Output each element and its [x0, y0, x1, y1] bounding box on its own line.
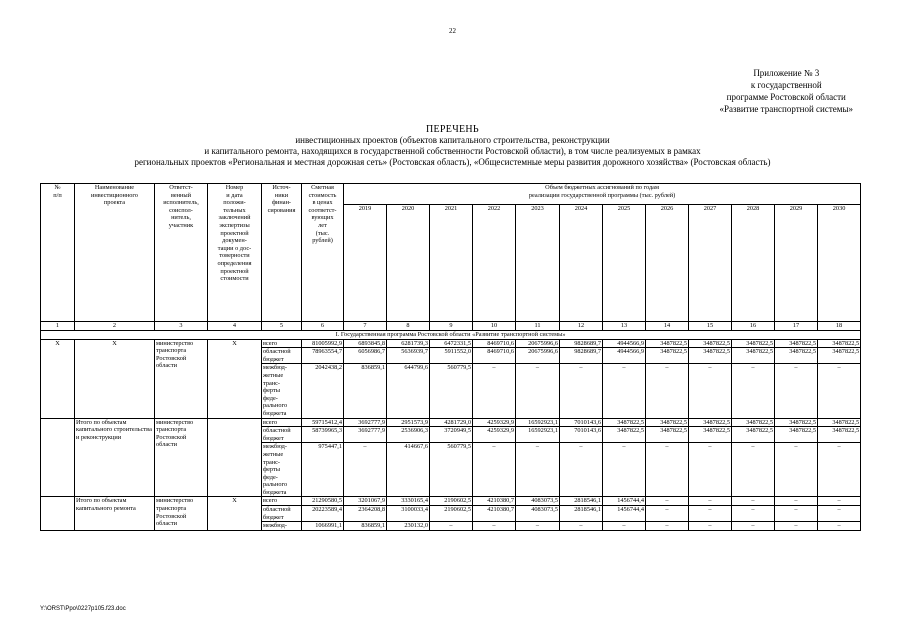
budget-value-2023: 4083073,5	[516, 497, 560, 506]
budget-value-2029: –	[775, 364, 818, 418]
budget-value-2024: –	[560, 522, 603, 531]
title-heading: ПЕРЕЧЕНЬ	[426, 124, 479, 135]
budget-value-2025: 4944566,9	[603, 339, 646, 348]
column-number: 2	[75, 322, 155, 331]
budget-value-2024: 9828689,7	[560, 348, 603, 364]
budget-value-2023: 20675996,6	[516, 348, 560, 364]
budget-value-2026: –	[646, 506, 689, 522]
funding-source: всего	[262, 497, 302, 506]
budget-value-2029: –	[775, 497, 818, 506]
budget-value-2021: –	[430, 522, 473, 531]
project-number	[41, 418, 75, 497]
budget-value-2019: 836859,1	[344, 364, 387, 418]
budget-value-2030: –	[818, 497, 861, 506]
funding-source: областной бюджет	[262, 506, 302, 522]
header-num: № п/п	[41, 184, 75, 322]
file-path-footer: Y:\ORST\Ppo\0227p105.f23.doc	[40, 606, 126, 612]
column-number: 6	[302, 322, 344, 331]
budget-value-2025: 3487822,5	[603, 418, 646, 427]
budget-value-2028: –	[732, 497, 775, 506]
budget-value-2028: 3487822,5	[732, 339, 775, 348]
budget-value-2023: 20675996,6	[516, 339, 560, 348]
year-header-2022: 2022	[473, 205, 516, 322]
year-header-2019: 2019	[344, 205, 387, 322]
estimated-cost: 975447,1	[302, 443, 344, 497]
project-name: Х	[75, 339, 155, 418]
estimated-cost: 81005992,9	[302, 339, 344, 348]
budget-value-2020: 3100033,4	[387, 506, 430, 522]
budget-value-2022: 8469710,6	[473, 339, 516, 348]
budget-value-2029: –	[775, 443, 818, 497]
budget-value-2019: 3201067,9	[344, 497, 387, 506]
budget-value-2030: –	[818, 506, 861, 522]
budget-value-2028: –	[732, 506, 775, 522]
header-executor: Ответст- венный исполнитель, соиспол- нитель, участник	[155, 184, 208, 322]
year-header-2027: 2027	[689, 205, 732, 322]
header-expertise: Номер и дата положи- тельных заключений экспертизы проектной докумен- тации о дос- товерности определения проектной стоимости	[208, 184, 262, 322]
expertise-conclusion: Х	[208, 497, 262, 530]
year-header-2025: 2025	[603, 205, 646, 322]
budget-value-2025: –	[603, 364, 646, 418]
project-name: Итого по объектам капитального строительства и реконструкции	[75, 418, 155, 497]
column-number: 7	[344, 322, 387, 331]
project-number	[41, 497, 75, 530]
budget-value-2024: 2818546,1	[560, 497, 603, 506]
budget-value-2027: –	[689, 522, 732, 531]
table-body	[41, 322, 861, 531]
budget-value-2020: 644799,6	[387, 364, 430, 418]
budget-value-2028: 3487822,5	[732, 348, 775, 364]
budget-value-2027: –	[689, 364, 732, 418]
funding-source: всего	[262, 418, 302, 427]
budget-value-2024: –	[560, 443, 603, 497]
budget-value-2028: –	[732, 522, 775, 531]
header-estimated-cost: Сметная стоимость в ценах соответст- вующих лет (тыс. рублей)	[302, 184, 344, 322]
budget-value-2022: –	[473, 522, 516, 531]
column-number: 11	[516, 322, 560, 331]
budget-value-2024: –	[560, 364, 603, 418]
budget-value-2027: –	[689, 497, 732, 506]
column-number: 5	[262, 322, 302, 331]
project-name: Итого по объектам капитального ремонта	[75, 497, 155, 530]
title-line-1: инвестиционных проектов (объектов капитального строительства, реконструкции	[295, 135, 610, 145]
title-line-3: региональных проектов «Региональная и местная дорожная сеть» (Ростовская область), «Общесистемные меры развития дорожного хозяйства» (Ростовская область)	[134, 157, 771, 167]
budget-value-2026: –	[646, 364, 689, 418]
budget-value-2027: 3487822,5	[689, 339, 732, 348]
header-budget-volume: Объем бюджетных ассигнований по годам реализации государственной программы (тыс. рублей)	[344, 184, 861, 205]
funding-source: межбюд- жетные транс- ферты феде- рального бюджета	[262, 443, 302, 497]
funding-source: областной бюджет	[262, 348, 302, 364]
budget-value-2026: –	[646, 522, 689, 531]
table-row	[41, 418, 861, 427]
budget-value-2030: –	[818, 522, 861, 531]
budget-value-2025: 1456744,4	[603, 506, 646, 522]
budget-value-2028: –	[732, 443, 775, 497]
column-numbers-row	[41, 322, 861, 331]
budget-value-2026: 3487822,5	[646, 339, 689, 348]
funding-source: всего	[262, 339, 302, 348]
budget-value-2022: 4210380,7	[473, 497, 516, 506]
estimated-cost: 2042438,2	[302, 364, 344, 418]
year-header-2030: 2030	[818, 205, 861, 322]
expertise-conclusion: Х	[208, 339, 262, 418]
investment-projects-table	[40, 183, 861, 531]
budget-value-2026: 3487822,5	[646, 418, 689, 427]
budget-value-2025: 1456744,4	[603, 497, 646, 506]
budget-value-2022: 8469710,6	[473, 348, 516, 364]
appendix-line-1: Приложение № 3	[753, 68, 820, 78]
budget-value-2020: 230132,0	[387, 522, 430, 531]
budget-value-2023: 16592923,1	[516, 427, 560, 443]
budget-value-2019: –	[344, 443, 387, 497]
column-number: 10	[473, 322, 516, 331]
estimated-cost: 59715412,4	[302, 418, 344, 427]
table-row	[41, 339, 861, 348]
page-number: 22	[449, 27, 456, 35]
budget-value-2026: 3487822,5	[646, 427, 689, 443]
budget-value-2024: 7010143,6	[560, 418, 603, 427]
budget-value-2021: 5911552,0	[430, 348, 473, 364]
year-header-2021: 2021	[430, 205, 473, 322]
responsible-executor: министерство транспорта Ростовской области	[155, 339, 208, 418]
funding-source: межбюд- жетные транс- ферты феде- рального бюджета	[262, 364, 302, 418]
year-header-2028: 2028	[732, 205, 775, 322]
budget-value-2021: 2190602,5	[430, 506, 473, 522]
budget-value-2022: 4259329,9	[473, 427, 516, 443]
budget-value-2019: 2364208,8	[344, 506, 387, 522]
budget-value-2028: 3487822,5	[732, 418, 775, 427]
column-number: 15	[689, 322, 732, 331]
section-row	[41, 330, 861, 339]
budget-value-2023: 4083073,5	[516, 506, 560, 522]
column-number: 3	[155, 322, 208, 331]
header-project-name: Наименование инвестиционного проекта	[75, 184, 155, 322]
column-number: 8	[387, 322, 430, 331]
estimated-cost: 21290580,5	[302, 497, 344, 506]
budget-value-2030: 3487822,5	[818, 427, 861, 443]
responsible-executor: министерство транспорта Ростовской области	[155, 418, 208, 497]
estimated-cost: 78963554,7	[302, 348, 344, 364]
budget-value-2020: 414667,6	[387, 443, 430, 497]
budget-value-2027: 3487822,5	[689, 427, 732, 443]
budget-value-2023: –	[516, 364, 560, 418]
header-funding-source: Источ- ники финан- сирования	[262, 184, 302, 322]
budget-value-2024: 9828689,7	[560, 339, 603, 348]
year-header-2024: 2024	[560, 205, 603, 322]
table-row	[41, 497, 861, 506]
budget-value-2022: –	[473, 364, 516, 418]
budget-value-2028: 3487822,5	[732, 427, 775, 443]
year-header-2029: 2029	[775, 205, 818, 322]
budget-value-2028: –	[732, 364, 775, 418]
estimated-cost: 58739965,3	[302, 427, 344, 443]
column-number: 13	[603, 322, 646, 331]
budget-value-2027: 3487822,5	[689, 348, 732, 364]
budget-value-2030: –	[818, 443, 861, 497]
budget-value-2025: 4944566,9	[603, 348, 646, 364]
column-number: 4	[208, 322, 262, 331]
budget-value-2024: 2818546,1	[560, 506, 603, 522]
budget-value-2030: 3487822,5	[818, 339, 861, 348]
budget-value-2026: 3487822,5	[646, 348, 689, 364]
budget-value-2020: 5636939,7	[387, 348, 430, 364]
budget-value-2023: 16592923,1	[516, 418, 560, 427]
budget-value-2024: 7010143,6	[560, 427, 603, 443]
column-number: 14	[646, 322, 689, 331]
budget-value-2020: 6281739,3	[387, 339, 430, 348]
budget-value-2023: –	[516, 443, 560, 497]
budget-value-2019: 6056986,7	[344, 348, 387, 364]
budget-value-2023: –	[516, 522, 560, 531]
budget-value-2027: –	[689, 443, 732, 497]
project-number: Х	[41, 339, 75, 418]
budget-value-2022: 4210380,7	[473, 506, 516, 522]
column-number: 9	[430, 322, 473, 331]
budget-value-2019: 6893845,8	[344, 339, 387, 348]
funding-source: межбюд-	[262, 522, 302, 531]
budget-value-2021: 3720949,5	[430, 427, 473, 443]
budget-value-2025: –	[603, 443, 646, 497]
column-number: 16	[732, 322, 775, 331]
budget-value-2020: 3330165,4	[387, 497, 430, 506]
column-number: 12	[560, 322, 603, 331]
title-line-2: и капитального ремонта, находящихся в государственной собственности Ростовской области), в том числе реализуемых в рамках	[204, 146, 701, 156]
budget-value-2030: 3487822,5	[818, 348, 861, 364]
budget-value-2019: 3692777,9	[344, 418, 387, 427]
budget-value-2030: –	[818, 364, 861, 418]
budget-value-2027: –	[689, 506, 732, 522]
budget-value-2021: 560779,5	[430, 364, 473, 418]
budget-value-2029: 3487822,5	[775, 348, 818, 364]
year-header-2026: 2026	[646, 205, 689, 322]
responsible-executor: министерство транспорта Ростовской области	[155, 497, 208, 530]
budget-value-2021: 560779,5	[430, 443, 473, 497]
appendix-caption	[720, 67, 853, 115]
budget-value-2020: 2536906,3	[387, 427, 430, 443]
budget-value-2030: 3487822,5	[818, 418, 861, 427]
appendix-line-4: «Развитие транспортной системы»	[719, 104, 853, 114]
appendix-line-2: к государственной	[750, 80, 822, 90]
budget-value-2029: 3487822,5	[775, 339, 818, 348]
budget-value-2029: 3487822,5	[775, 427, 818, 443]
budget-value-2029: –	[775, 506, 818, 522]
column-number: 1	[41, 322, 75, 331]
column-number: 18	[818, 322, 861, 331]
budget-value-2022: 4259329,9	[473, 418, 516, 427]
budget-value-2019: 836859,1	[344, 522, 387, 531]
column-number: 17	[775, 322, 818, 331]
document-title	[0, 124, 905, 168]
budget-value-2025: 3487822,5	[603, 427, 646, 443]
year-header-2020: 2020	[387, 205, 430, 322]
budget-value-2020: 2951573,9	[387, 418, 430, 427]
expertise-conclusion	[208, 418, 262, 497]
budget-value-2021: 6472331,5	[430, 339, 473, 348]
funding-source: областной бюджет	[262, 427, 302, 443]
appendix-line-3: программе Ростовской области	[726, 92, 846, 102]
section-title: I. Государственная программа Ростовской области «Развитие транспортной системы»	[41, 330, 861, 339]
budget-value-2022: –	[473, 443, 516, 497]
budget-value-2021: 2190602,5	[430, 497, 473, 506]
estimated-cost: 1066991,1	[302, 522, 344, 531]
budget-value-2029: 3487822,5	[775, 418, 818, 427]
budget-value-2019: 3692777,9	[344, 427, 387, 443]
budget-value-2029: –	[775, 522, 818, 531]
budget-value-2026: –	[646, 443, 689, 497]
budget-value-2027: 3487822,5	[689, 418, 732, 427]
budget-value-2026: –	[646, 497, 689, 506]
budget-value-2025: –	[603, 522, 646, 531]
year-header-2023: 2023	[516, 205, 560, 322]
budget-value-2021: 4281729,0	[430, 418, 473, 427]
estimated-cost: 20223589,4	[302, 506, 344, 522]
